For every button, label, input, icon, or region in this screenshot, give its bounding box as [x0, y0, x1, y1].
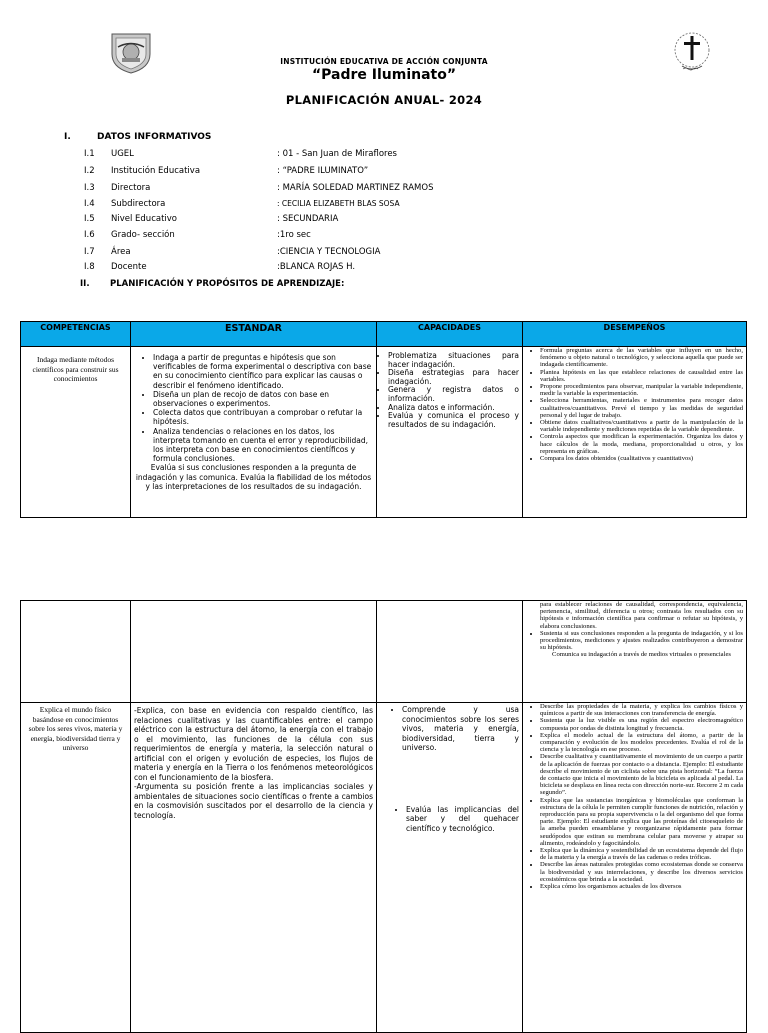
list-item: • Obtiene datos cualitativos/cuantitativos a partir de la manipulación de la variable independiente y mediciones repetidas de la variable dependiente.	[540, 419, 743, 433]
section-number: I.	[64, 132, 71, 142]
desempeno-continuation: para establecer relaciones de causalidad, correspondencia, equivalencia, pertenencia, similitud, diferencia u otros; contrasta los resultados con su hipótesis e información científica para confirmar o refutar su hipótesis, y elabora conclusiones.	[540, 601, 743, 630]
info-num: I.4	[84, 199, 95, 209]
planning-table	[20, 321, 747, 518]
list-item: • Formula preguntas acerca de las variables que influyen en un hecho, fenómeno u objeto natural o tecnológico, y selecciona aquella que puede ser indagada científicamente.	[540, 347, 743, 369]
list-item: • Sustenta si sus conclusiones responden a la pregunta de indagación, y si los procedimientos, mediciones y ajustes realizados contribuyeron a demostrar su hipótesis.	[540, 630, 743, 652]
info-value: : SECUNDARIA	[277, 214, 339, 224]
info-num: I.7	[84, 247, 95, 257]
estandar-paragraph: -Explica, con base en evidencia con respaldo científico, las relaciones cualitativas y las cuantificables entre: el campo eléctrico con la estructura del átomo, la energía con el trabajo o el movimiento, las funciones de la célula con sus requerimientos de energía y materia, la selección natural o artificial con el origen y evolución de especies, los flujos de materia y energía en la Tierra o los fenómenos meteorológicos con el funcionamiento de la biosfera.	[134, 706, 373, 782]
section-title: PLANIFICACIÓN Y PROPÓSITOS DE APRENDIZAJE:	[110, 279, 345, 289]
list-item: • Problematiza situaciones para hacer indagación.	[388, 352, 519, 369]
list-item: • Colecta datos que contribuyan a comprobar o refutar la hipótesis.	[153, 408, 372, 426]
info-key: UGEL	[111, 149, 134, 159]
list-item: • Describe las propiedades de la materia, y explica los cambios físicos y químicos a partir de sus interacciones con transferencia de energía.	[540, 703, 743, 717]
header-estandar: ESTANDAR	[131, 322, 377, 347]
section-title: DATOS INFORMATIVOS	[97, 132, 212, 142]
table-row	[21, 347, 747, 518]
list-item: • Selecciona herramientas, materiales e instrumentos para recoger datos cualitativos/cuantitativos. Prevé el tiempo y las medidas de seguridad personal y del lugar de trabajo.	[540, 397, 743, 419]
desempeno-tail: Comunica su indagación a través de medios virtuales o presenciales	[552, 651, 731, 659]
list-item: • Evalúa las implicancias del saber y del quehacer científico y tecnológico.	[406, 805, 519, 834]
info-num: I.2	[84, 166, 95, 176]
competencia-cell	[21, 703, 131, 1033]
info-key: Área	[111, 247, 131, 257]
list-item: • Describe cualitativa y cuantitativamente el movimiento de un cuerpo a partir de la aplicación de fuerzas por contacto o a distancia. Ejemplo: El estudiante describe el movimiento de un ciclista sobre una pista horizontal: “La fuerza de contacto que inicia el movimiento de la bicicleta es aplicada al pedal. La bicicleta se desplaza en línea recta con dirección norte-sur. Recorre 2 m cada segundo”.	[540, 753, 743, 796]
list-item: • Explica el modelo actual de la estructura del átomo, a partir de la comparación y evolución de los modelos precedentes. Evalúa el rol de la ciencia y la tecnología en ese proceso.	[540, 732, 743, 754]
info-key: Institución Educativa	[111, 166, 201, 176]
list-item: • Evalúa y comunica el proceso y resultados de su indagación.	[388, 412, 519, 429]
plan-title: PLANIFICACIÓN ANUAL- 2024	[285, 93, 483, 107]
capacidades-cell	[377, 703, 523, 1033]
empty-cell	[21, 601, 131, 703]
section-number: II.	[80, 279, 90, 289]
info-num: I.5	[84, 214, 95, 224]
planning-table-continued	[20, 600, 747, 1033]
info-num: I.6	[84, 230, 95, 240]
info-value: :CIENCIA Y TECNOLOGIA	[277, 247, 381, 257]
estandar-cell	[131, 347, 377, 518]
list-item: • Controla aspectos que modifican la experimentación. Organiza los datos y hace cálculos de la moda, mediana, proporcionalidad u otros, y los representa en gráficas.	[540, 433, 743, 455]
info-num: I.8	[84, 262, 95, 272]
desempenos-cell	[523, 703, 747, 1033]
info-value: :BLANCA ROJAS H.	[277, 262, 356, 272]
capacidades-cell	[377, 347, 523, 518]
info-key: Grado- sección	[111, 230, 175, 240]
info-value: : 01 - San Juan de Miraflores	[277, 149, 397, 159]
header-competencias: COMPETENCIAS	[21, 322, 131, 347]
list-item: • Compara los datos obtenidos (cualitativos y cuantitativos)	[540, 455, 743, 462]
info-key: Directora	[111, 183, 151, 193]
list-item: • Indaga a partir de preguntas e hipótesis que son verificables de forma experimental o descriptiva con base en su conocimiento científico para explicar las causas o describir el fenómeno identificado.	[153, 353, 372, 390]
list-item: • Diseña estrategias para hacer indagación.	[388, 369, 519, 386]
list-item: • Explica cómo los organismos actuales de los diversos	[540, 883, 743, 890]
info-num: I.1	[84, 149, 95, 159]
list-item: • Diseña un plan de recojo de datos con base en observaciones o experimentos.	[153, 390, 372, 408]
competencia-cell	[21, 347, 131, 518]
section-1-heading	[64, 132, 211, 142]
list-item: • Genera y registra datos o información.	[388, 386, 519, 403]
info-num: I.3	[84, 183, 95, 193]
info-value: : MARÍA SOLEDAD MARTINEZ RAMOS	[277, 183, 434, 193]
list-item: • Propone procedimientos para observar, manipular la variable independiente, medir la variable la experimentación.	[540, 383, 743, 397]
empty-cell	[131, 601, 377, 703]
section-2-heading	[80, 279, 344, 289]
school-name: “Padre Iluminato”	[311, 67, 457, 83]
table-header-row	[21, 322, 747, 347]
info-value: : “PADRE ILUMINATO”	[277, 166, 369, 176]
info-value: : CECILIA ELIZABETH BLAS SOSA	[277, 199, 400, 208]
info-key: Subdirectora	[111, 199, 166, 209]
list-item: • Comprende y usa conocimientos sobre los seres vivos, materia y energía, biodiversidad, tierra y universo.	[402, 705, 519, 753]
list-item: • Explica que las sustancias inorgánicas y biomoléculas que conforman la estructura de la célula le permiten cumplir funciones de nutrición, relación y reproducción para su propia supervivencia o la del organismo del que forma parte. Ejemplo: El estudiante explica que las proteínas del citoesqueleto de la ameba pueden ensamblarse y reorganizarse rápidamente para formar seudópodos que estiran su membrana celular para moverse y atrapar su alimento, rodeándolo y fagocitándolo.	[540, 797, 743, 847]
header-capacidades: CAPACIDADES	[377, 322, 523, 347]
info-value: :1ro sec	[277, 230, 311, 240]
list-item: • Analiza tendencias o relaciones en los datos, los interpreta tomando en cuenta el error y reproducibilidad, los interpreta con base en conocimientos científicos y formula conclusiones.	[153, 427, 372, 464]
estandar-tail: Evalúa si sus conclusiones responden a la pregunta de indagación y las comunica. Evalúa la fiabilidad de los métodos y las interpretaciones de los resultados de su indagación.	[135, 463, 372, 491]
list-item: • Describe las áreas naturales protegidas como ecosistemas donde se conserva la biodiversidad y sus interrelaciones, y describe los diversos servicios ecosistémicos que brinda a la sociedad.	[540, 861, 743, 883]
desempenos-cell	[523, 347, 747, 518]
empty-cell	[377, 601, 523, 703]
info-key: Nivel Educativo	[111, 214, 178, 224]
list-item: • Analiza datos e información.	[388, 404, 519, 413]
header-desempenos: DESEMPEÑOS	[523, 322, 747, 347]
info-key: Docente	[111, 262, 147, 272]
list-item: • Sustenta que la luz visible es una región del espectro electromagnético compuesta por ondas de distinta longitud y frecuencia.	[540, 717, 743, 731]
table-row	[21, 601, 747, 703]
table-row	[21, 703, 747, 1033]
competencia-text: Explica el mundo físico basándose en conocimientos sobre los seres vivos, materia y energía, biodiversidad tierra y universo	[28, 705, 123, 752]
list-item: • Explica que la dinámica y sostenibilidad de un ecosistema depende del flujo de la materia y la energía a través de las cadenas o redes tróficas.	[540, 847, 743, 861]
desempenos-cell	[523, 601, 747, 703]
institution-line: INSTITUCIÓN EDUCATIVA DE ACCIÓN CONJUNTA	[280, 57, 488, 66]
list-item: • Plantea hipótesis en las que establece relaciones de causalidad entre las variables.	[540, 369, 743, 383]
estandar-paragraph: -Argumenta su posición frente a las implicancias sociales y ambientales de situaciones socio científicas o frente a cambios en la cosmovisión suscitados por el desarrollo de la ciencia y tecnología.	[134, 782, 373, 820]
competencia-text: Indaga mediante métodos científicos para construir sus conocimientos	[32, 355, 119, 383]
estandar-cell	[131, 703, 377, 1033]
